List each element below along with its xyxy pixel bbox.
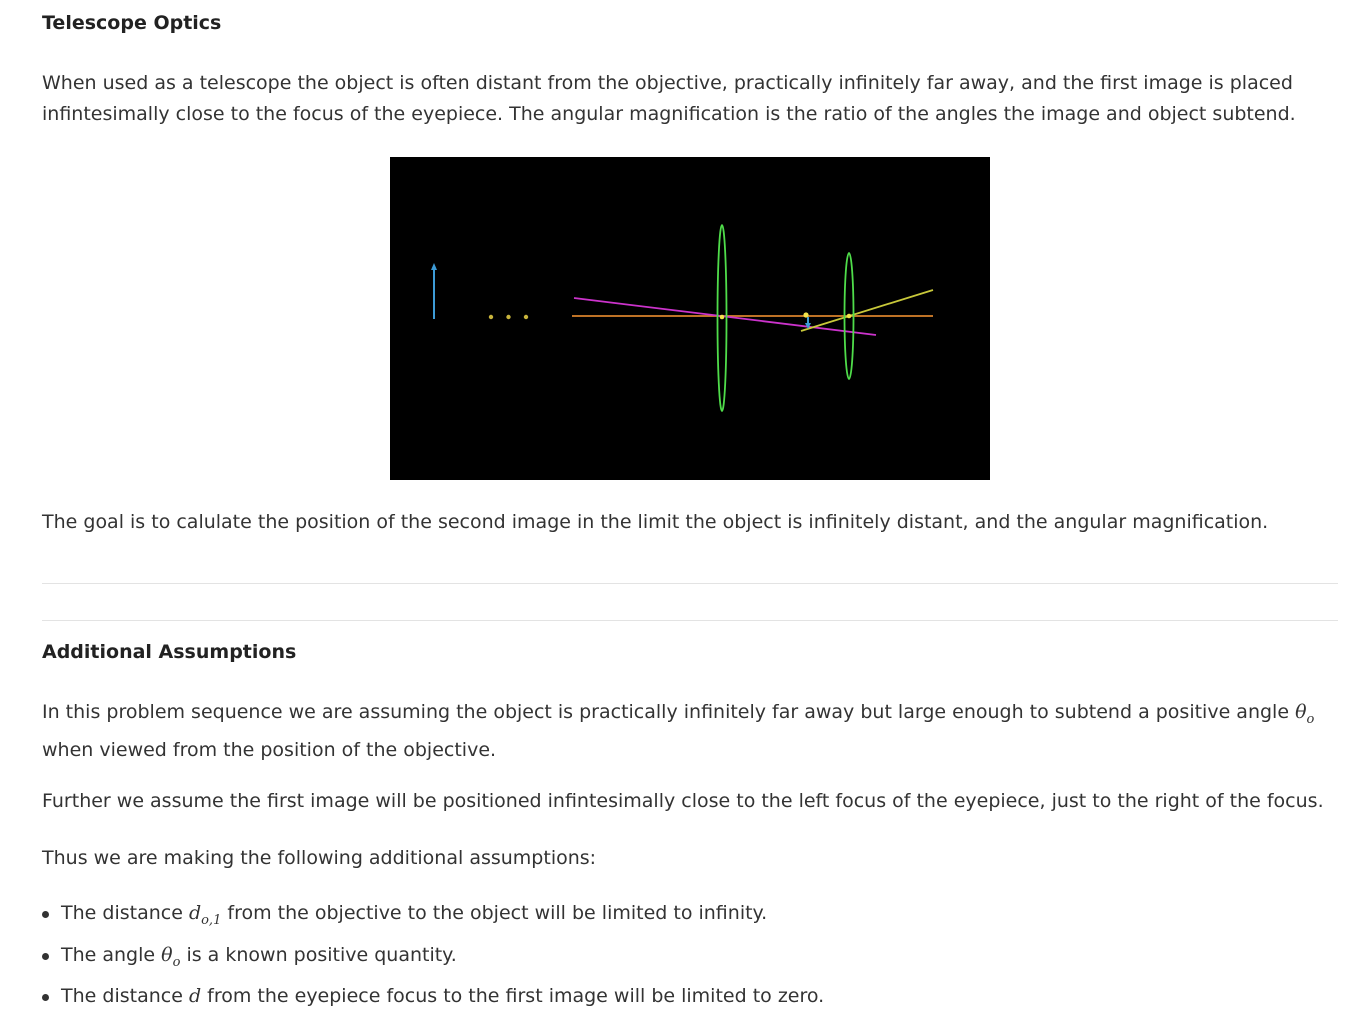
- assumption-paragraph-2: Further we assume the first image will be positioned infintesimally close to the left focus of the eyepiece, just to the right of the focus.: [42, 790, 1324, 812]
- telescope-diagram-svg: [390, 157, 990, 480]
- eyepiece-focus-point: [803, 312, 808, 317]
- ellipsis-dot: [489, 315, 493, 319]
- text: The distance: [61, 985, 189, 1007]
- math-subscript: o: [1306, 711, 1315, 727]
- object-arrow-head: [431, 263, 437, 270]
- math-expression: [161, 943, 181, 970]
- eyepiece-center-point: [847, 314, 852, 319]
- math-subscript: o,1: [201, 912, 222, 928]
- text: from the objective to the object will be limited to infinity.: [221, 902, 768, 924]
- assumption-paragraph-3: Thus we are making the following additional assumptions:: [42, 847, 597, 869]
- intro-paragraph: When used as a telescope the object is often distant from the objective, practically infinitely far away, and the first image is placed infintesimally close to the focus of the eyepiece. The angular magnification is the ratio of the angles the image and object subtend.: [42, 72, 1296, 125]
- bullet-icon: [42, 953, 49, 960]
- objective-center-point: [720, 315, 725, 320]
- ellipsis-dot: [524, 315, 528, 319]
- section-divider: [42, 620, 1338, 621]
- math-subscript: o: [172, 954, 181, 970]
- math-symbol: d: [188, 985, 202, 1007]
- math-expression: [189, 985, 201, 1007]
- text: from the eyepiece focus to the first image will be limited to zero.: [201, 985, 825, 1007]
- list-item: [42, 940, 1338, 982]
- section-heading-additional-assumptions: Additional Assumptions: [42, 641, 297, 663]
- ellipsis-dot: [506, 315, 510, 319]
- goal-paragraph: The goal is to calulate the position of the second image in the limit the object is infinitely distant, and the angular magnification.: [42, 511, 1269, 533]
- bullet-icon: [42, 994, 49, 1001]
- assumption-paragraph-1: [42, 697, 1338, 766]
- theta-symbol: [1295, 701, 1315, 727]
- text: is a known positive quantity.: [180, 943, 457, 966]
- math-symbol: θ: [161, 943, 173, 966]
- outgoing-ray: [801, 290, 933, 331]
- math-expression: [188, 902, 222, 928]
- text: The distance: [61, 902, 189, 924]
- section-divider: [42, 583, 1338, 584]
- math-symbol: θ: [1295, 701, 1307, 723]
- bullet-icon: [42, 911, 49, 918]
- text: when viewed from the position of the objective.: [42, 738, 497, 761]
- list-item: [42, 898, 1338, 940]
- assumption-list: [42, 898, 1338, 1023]
- list-item: [42, 981, 1338, 1023]
- text: In this problem sequence we are assuming the object is practically infinitely far away but large enough to subtend a positive angle: [42, 701, 1296, 723]
- math-symbol: d: [188, 902, 202, 924]
- text: The angle: [61, 943, 162, 966]
- telescope-diagram: [390, 157, 990, 480]
- section-heading-telescope-optics: Telescope Optics: [42, 12, 222, 34]
